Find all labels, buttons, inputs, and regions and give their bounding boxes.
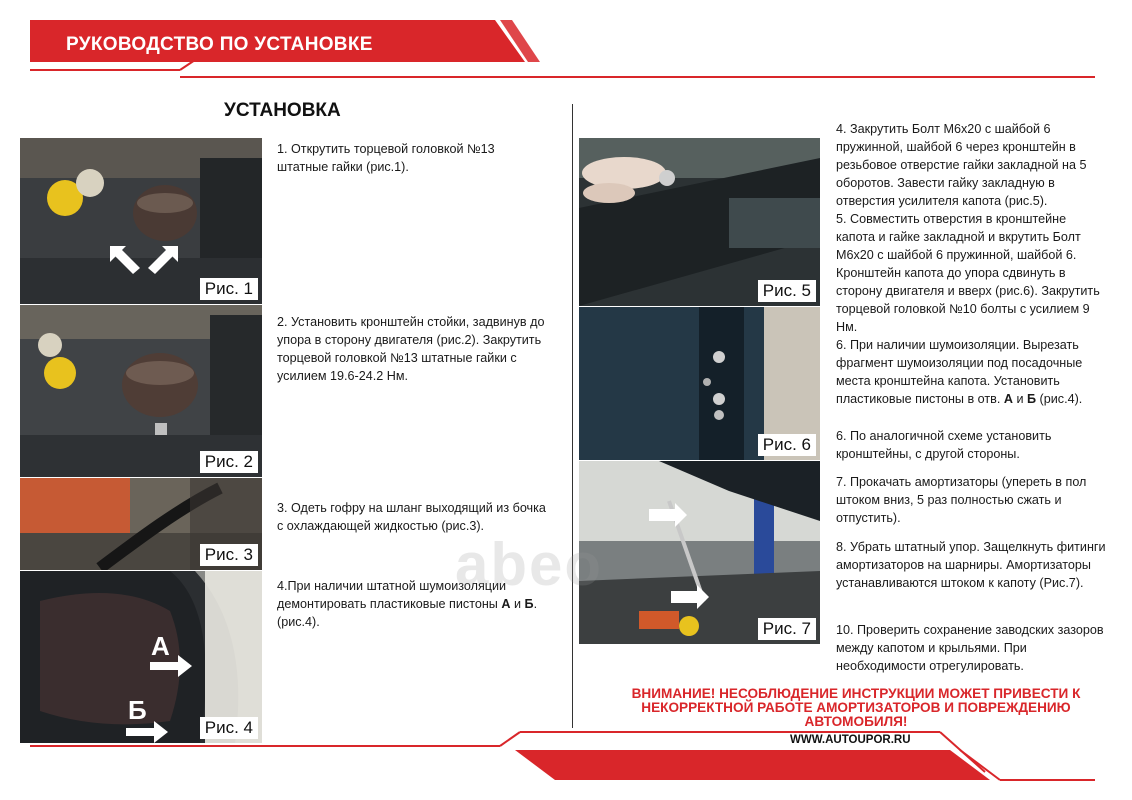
figure-5-photo — [579, 138, 820, 306]
step-1-text: 1. Открутить торцевой головкой №13 штатные гайки (рис.1). — [277, 142, 495, 174]
step-4-label-a: А — [501, 597, 511, 611]
step-r3-text — [836, 336, 1106, 408]
step-r2-text: 5. Совместить отверстия в кронштейне капота и гайке закладной и вкрутить Болт М6х20 с шайбой 6 пружинной, шайбой 6. Кронштейн капота до упора сдвинуть в сторону двигателя и вверх (рис.6). Закрутить торцевой головкой №10 болты с усилием 9 Нм. — [836, 212, 1100, 334]
figure-1-photo — [20, 138, 262, 304]
figure-2-caption: Рис. 2 — [200, 451, 258, 473]
figure-1-caption: Рис. 1 — [200, 278, 258, 300]
arrow-a-icon — [150, 655, 192, 677]
step-r3-end: (рис.4). — [1036, 392, 1083, 406]
label-a: А — [151, 631, 170, 661]
step-r3-and: и — [1012, 392, 1027, 406]
column-divider — [572, 104, 573, 728]
step-r1-text: 4. Закрутить Болт М6х20 с шайбой 6 пружинной, шайбой 6 через кронштейн в резьбовое отверстие гайки закладной на 5 оборотов. Завести гайку закладную в отверстия усилителя капота (рис.5). — [836, 122, 1087, 208]
step-2-text: 2. Установить кронштейн стойки, задвинув до упора в сторону двигателя (рис.2). Закрутить торцевой головкой №13 штатные гайки с усилием 19.6-24.2 Нм. — [277, 315, 545, 383]
section-title: УСТАНОВКА — [224, 100, 341, 121]
figure-3-photo — [20, 478, 262, 570]
figure-4-caption: Рис. 4 — [200, 717, 258, 739]
figure-5-caption: Рис. 5 — [758, 280, 816, 302]
watermark: abeo — [455, 531, 604, 598]
step-4-end: . (рис.4). — [277, 597, 538, 629]
step-r6-text: 8. Убрать штатный упор. Защелкнуть фитинги амортизаторов на шарниры. Амортизаторы устанавливаются штоком к капоту (Рис.7). — [836, 540, 1106, 590]
step-r4-text: 6. По аналогичной схеме установить кронштейны, с другой стороны. — [836, 429, 1052, 461]
step-r5-text: 7. Прокачать амортизаторы (упереть в пол штоком вниз, 5 раз полностью сжать и отпустить). — [836, 475, 1087, 525]
figure-6-caption: Рис. 6 — [758, 434, 816, 456]
step-4-and: и — [510, 597, 525, 611]
step-r7-text: 10. Проверить сохранение заводских зазоров между капотом и крыльями. При необходимости отрегулировать. — [836, 623, 1104, 673]
warning-text: ВНИМАНИЕ! НЕСОБЛЮДЕНИЕ ИНСТРУКЦИИ МОЖЕТ ПРИВЕСТИ К НЕКОРРЕКТНОЙ РАБОТЕ АМОРТИЗАТОРОВ И ПОВРЕЖДЕНИЮ АВТОМОБИЛЯ! — [631, 686, 1081, 729]
step-4-label-b: Б — [524, 597, 534, 611]
figure-7-caption: Рис. 7 — [758, 618, 816, 640]
figure-2-photo — [20, 305, 262, 477]
figure-3-caption: Рис. 3 — [200, 544, 258, 566]
figure-7-photo — [579, 461, 820, 644]
step-r3-body: 6. При наличии шумоизоляции. Вырезать фрагмент шумоизоляции под посадочные места кронштейна капота. Установить пластиковые пистоны в отв. — [836, 338, 1083, 406]
step-3-text: 3. Одеть гофру на шланг выходящий из бочка с охлаждающей жидкостью (рис.3). — [277, 501, 546, 533]
page-header-title: РУКОВОДСТВО ПО УСТАНОВКЕ — [66, 34, 373, 55]
step-4-body: 4.При наличии штатной шумоизоляции демонтировать пластиковые пистоны — [277, 579, 507, 611]
label-b: Б — [128, 695, 147, 725]
step-r3-label-a: А — [1003, 392, 1013, 406]
figure-6-photo — [579, 307, 820, 460]
figure-4-photo — [20, 571, 262, 743]
step-r3-label-b: Б — [1027, 392, 1037, 406]
footer-banner — [0, 728, 1132, 800]
website-url: WWW.AUTOUPOR.RU — [790, 734, 911, 746]
